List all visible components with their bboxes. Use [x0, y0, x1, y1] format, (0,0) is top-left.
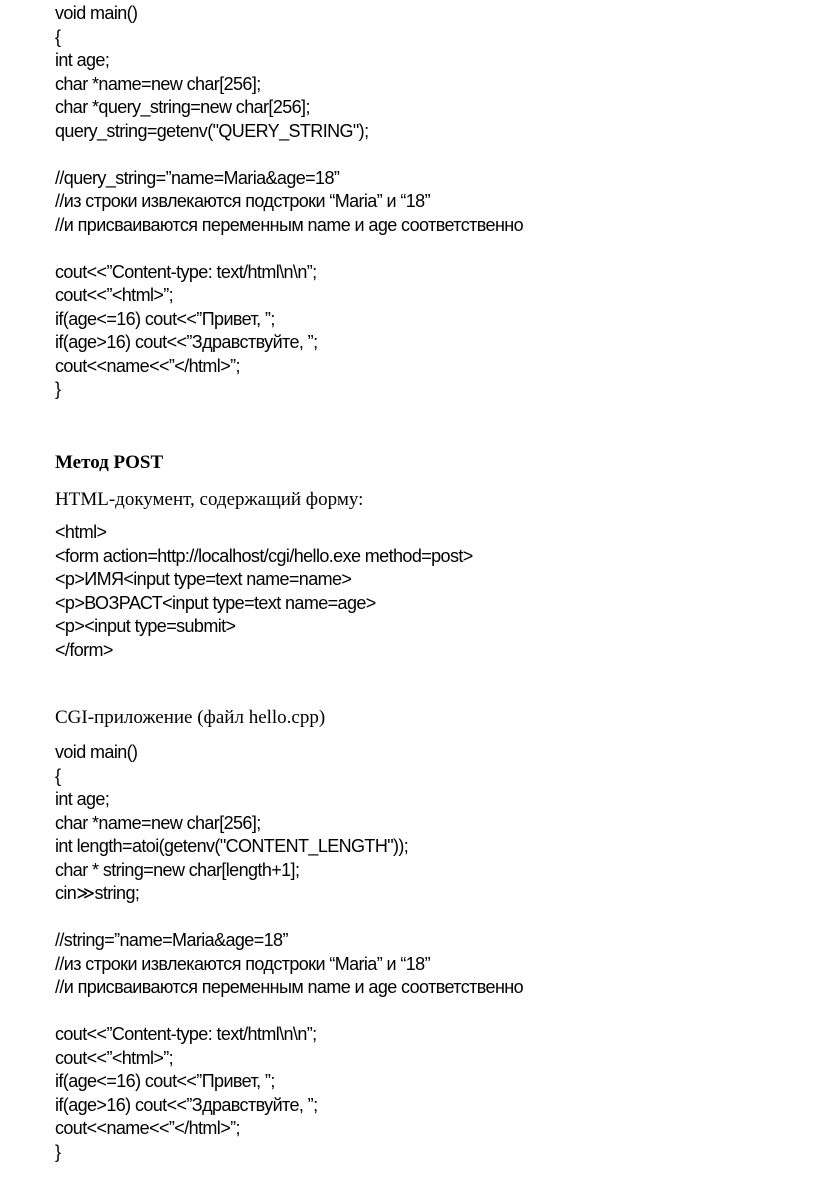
code-line: int length=atoi(getenv("CONTENT_LENGTH"));: [55, 836, 409, 856]
code-line: {: [55, 765, 61, 786]
code-line: </form>: [55, 639, 113, 660]
code-line: int age;: [55, 789, 110, 809]
code-line: void main(): [55, 3, 138, 23]
code-line: //и присваиваются переменным name и age соответственно: [55, 214, 524, 235]
code-line: query_string=getenv("QUERY_STRING");: [55, 120, 369, 141]
code-line: if(age<=16) cout<<”Привет, ”;: [55, 1071, 275, 1091]
code-line: if(age>16) cout<<”Здравствуйте, ”;: [55, 332, 318, 352]
code-line: cout<<”<html>”;: [55, 285, 174, 305]
code-line: <p>ВОЗРАСТ<input type=text name=age>: [55, 592, 376, 613]
code-line: <form action=http://localhost/cgi/hello.exe method=post>: [55, 545, 473, 566]
code-line: [55, 143, 523, 167]
code-line: void main(): [55, 742, 138, 762]
code-line: //string=”name=Maria&age=18”: [55, 930, 288, 950]
code-line: cin≫string;: [55, 883, 140, 903]
code-line: <p><input type=submit>: [55, 616, 236, 636]
code-line: cout<<”Content-type: text/html\n\n”;: [55, 1024, 317, 1044]
code-line: if(age<=16) cout<<”Привет, ”;: [55, 308, 275, 329]
code-line: //query_string=”name=Maria&age=18”: [55, 167, 340, 188]
html-form-code-block: [55, 521, 473, 662]
code-line: if(age>16) cout<<”Здравствуйте, ”;: [55, 1094, 318, 1115]
code-line: [55, 237, 523, 261]
html-document-label: HTML-документ, содержащий форму:: [55, 489, 364, 510]
code-line: }: [55, 379, 61, 399]
cgi-app-label: CGI-приложение (файл hello.cpp): [55, 707, 326, 728]
code-line: char * string=new char[length+1];: [55, 859, 300, 880]
code-line: cout<<name<<”</html>”;: [55, 1118, 240, 1138]
code-line: cout<<”<html>”;: [55, 1047, 174, 1068]
get-code-block: [55, 2, 523, 402]
code-line: }: [55, 1141, 61, 1162]
code-line: <p>ИМЯ<input type=text name=name>: [55, 569, 352, 589]
code-line: cout<<”Content-type: text/html\n\n”;: [55, 261, 317, 282]
code-line: //из строки извлекаются подстроки “Maria” и “18”: [55, 953, 430, 974]
code-line: <html>: [55, 522, 107, 542]
code-line: //и присваиваются переменным name и age соответственно: [55, 977, 524, 997]
code-line: int age;: [55, 50, 110, 70]
code-line: [55, 1000, 523, 1024]
code-line: char *name=new char[256];: [55, 73, 261, 94]
code-line: cout<<name<<”</html>”;: [55, 355, 240, 376]
post-code-block: [55, 741, 523, 1164]
code-line: [55, 906, 523, 930]
code-line: char *name=new char[256];: [55, 812, 261, 833]
code-line: {: [55, 26, 61, 47]
code-line: //из строки извлекаются подстроки “Maria” и “18”: [55, 191, 430, 211]
section-heading: Метод POST: [55, 452, 164, 473]
code-line: char *query_string=new char[256];: [55, 97, 310, 117]
